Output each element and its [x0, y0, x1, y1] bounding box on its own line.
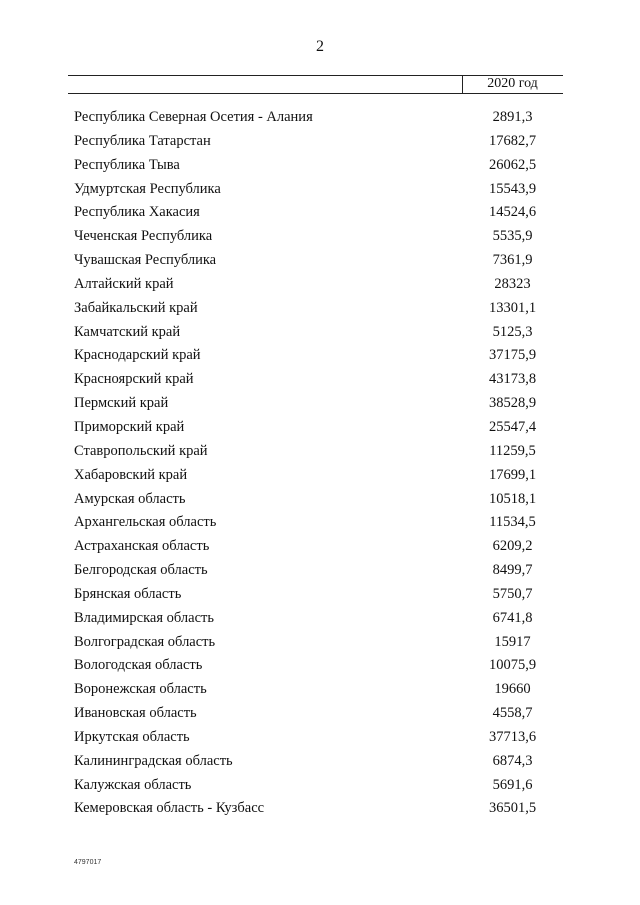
- table-row: [0, 202, 640, 226]
- region-name: Вологодская область: [74, 657, 203, 674]
- table-row: [0, 393, 640, 417]
- region-value: 5750,7: [492, 585, 533, 602]
- table-row: [0, 465, 640, 489]
- region-name: Волгоградская область: [74, 633, 216, 650]
- table-row: [0, 512, 640, 536]
- table-row: [0, 798, 640, 822]
- table-row: [0, 608, 640, 632]
- region-value: 6874,3: [492, 752, 533, 769]
- region-name: Ставропольский край: [74, 442, 208, 459]
- region-name: Иркутская область: [74, 728, 190, 745]
- region-name: Архангельская область: [74, 514, 217, 531]
- region-name: Пермский край: [74, 395, 169, 412]
- table-row: [0, 226, 640, 250]
- table-row: [0, 369, 640, 393]
- region-value: 5691,6: [492, 776, 533, 793]
- region-name: Кемеровская область - Кузбасс: [74, 800, 265, 817]
- table-row: [0, 751, 640, 775]
- region-value: 8499,7: [492, 562, 533, 579]
- region-value: 6209,2: [492, 538, 533, 555]
- region-name: Астраханская область: [74, 538, 210, 555]
- table-row: [0, 489, 640, 513]
- region-value: 38528,9: [488, 395, 537, 412]
- region-name: Амурская область: [74, 490, 186, 507]
- region-value: 11259,5: [489, 442, 536, 459]
- region-name: Воронежская область: [74, 681, 207, 698]
- region-value: 19660: [494, 681, 531, 698]
- region-name: Республика Северная Осетия - Алания: [74, 109, 313, 125]
- region-name: Республика Татарстан: [74, 132, 211, 149]
- table-row: [0, 107, 640, 131]
- region-name: Хабаровский край: [74, 466, 188, 483]
- region-value: 17682,7: [488, 132, 537, 149]
- document-id: 4797017: [74, 859, 102, 866]
- table-row: [0, 274, 640, 298]
- region-value: 25547,4: [488, 418, 537, 435]
- table-row: [0, 322, 640, 346]
- region-value: 37175,9: [488, 347, 537, 364]
- region-value: 43173,8: [488, 371, 537, 388]
- region-name: Ивановская область: [74, 705, 197, 722]
- region-value: 37713,6: [488, 728, 537, 745]
- region-name: Чеченская Республика: [74, 228, 213, 245]
- table-header-bottom-rule: [68, 93, 563, 94]
- region-name: Приморский край: [74, 418, 185, 435]
- table-row: [0, 584, 640, 608]
- table-row: [0, 655, 640, 679]
- region-name: Калининградская область: [74, 752, 233, 769]
- table-row: [0, 536, 640, 560]
- region-name: Удмуртская Республика: [74, 180, 221, 197]
- region-name: Алтайский край: [74, 275, 174, 292]
- table-row: [0, 179, 640, 203]
- region-name: Красноярский край: [74, 371, 194, 388]
- region-name: Брянская область: [74, 585, 182, 602]
- table-row: [0, 775, 640, 799]
- table-row: [0, 417, 640, 441]
- column-header-year: 2020 год: [487, 76, 538, 91]
- region-name: Краснодарский край: [74, 347, 201, 364]
- data-table: [0, 107, 640, 822]
- table-row: [0, 632, 640, 656]
- region-value: 15543,9: [488, 180, 537, 197]
- region-value: 14524,6: [488, 204, 537, 221]
- region-value: 7361,9: [492, 252, 533, 269]
- region-value: 15917: [494, 633, 531, 650]
- table-row: [0, 131, 640, 155]
- region-name: Калужская область: [74, 776, 192, 793]
- region-name: Камчатский край: [74, 323, 181, 340]
- region-name: Чувашская Республика: [74, 252, 217, 269]
- table-row: [0, 703, 640, 727]
- region-name: Белгородская область: [74, 562, 208, 579]
- table-row: [0, 441, 640, 465]
- table-row: [0, 298, 640, 322]
- table-row: [0, 155, 640, 179]
- region-value: 10518,1: [488, 490, 537, 507]
- table-row: [0, 250, 640, 274]
- table-row: [0, 679, 640, 703]
- region-value: 26062,5: [488, 156, 537, 173]
- region-value: 2891,3: [492, 109, 533, 125]
- region-value: 36501,5: [488, 800, 537, 817]
- region-name: Республика Тыва: [74, 156, 180, 173]
- table-row: [0, 727, 640, 751]
- region-value: 6741,8: [492, 609, 533, 626]
- region-name: Забайкальский край: [74, 299, 198, 316]
- region-value: 10075,9: [488, 657, 537, 674]
- region-value: 4558,7: [492, 705, 533, 722]
- region-value: 28323: [494, 275, 531, 292]
- region-value: 5125,3: [492, 323, 533, 340]
- region-value: 5535,9: [492, 228, 533, 245]
- region-name: Владимирская область: [74, 609, 214, 626]
- region-name: Республика Хакасия: [74, 204, 200, 221]
- region-value: 11534,5: [489, 514, 536, 531]
- table-row: [0, 560, 640, 584]
- table-row: [0, 345, 640, 369]
- region-value: 17699,1: [488, 466, 537, 483]
- page-number: 2: [316, 38, 324, 55]
- region-value: 13301,1: [488, 299, 537, 316]
